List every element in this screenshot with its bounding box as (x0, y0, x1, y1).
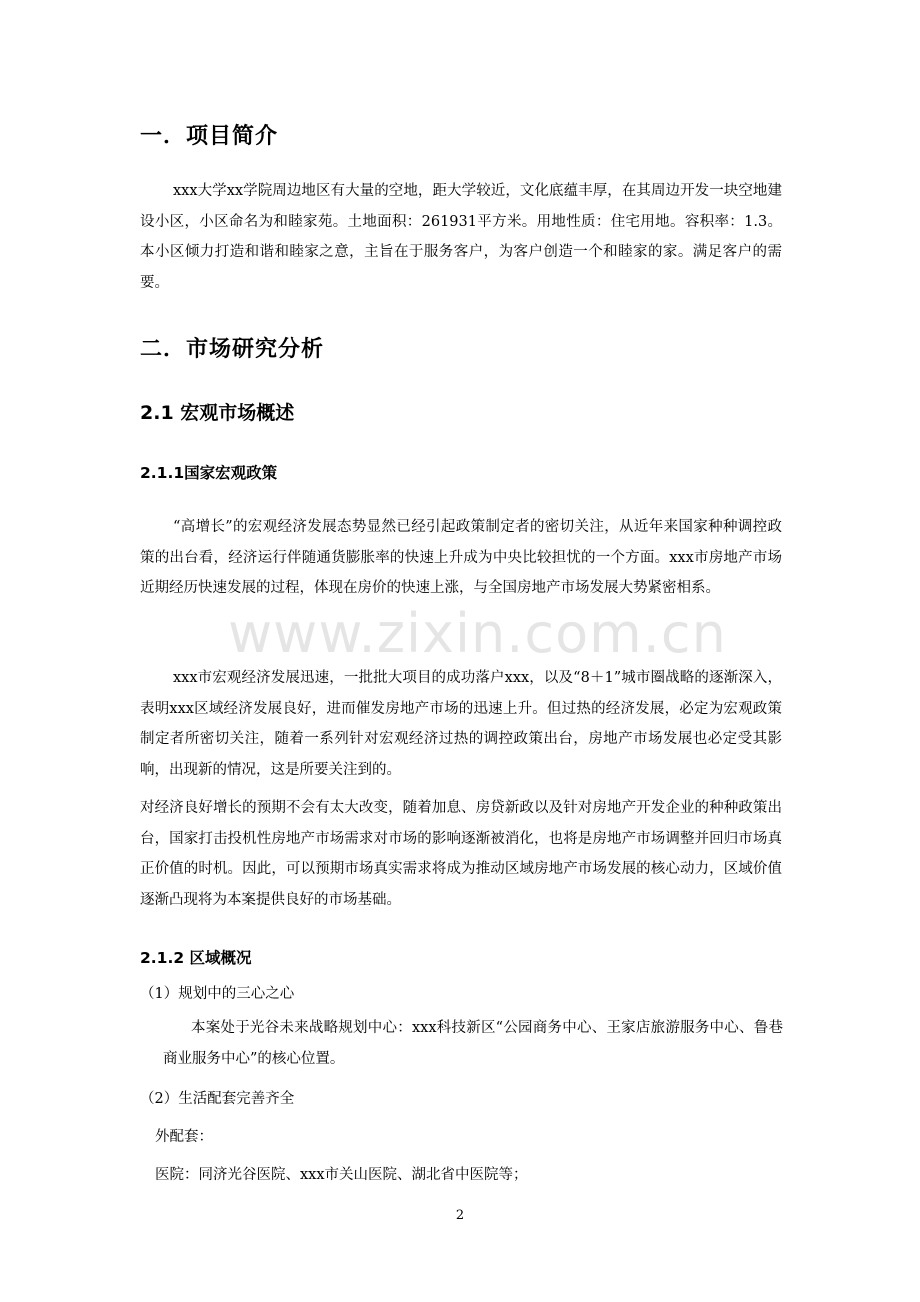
section-title-market-analysis: 二．市场研究分析 (140, 337, 325, 362)
list-item-title-2: （2）生活配套完善齐全 (140, 1091, 295, 1107)
paragraph-national-policy-2: xxx市宏观经济发展迅速，一批批大项目的成功落户xxx，以及“8＋1”城市圈战略的逐渐深入，表明xxx区域经济发展良好，进而催发房地产市场的迅速上升。但过热的经济发展，必定为宏观政策制定者所密切关注，随着一系列针对宏观经济过热的调控政策出台，房地产市场发展也必定受其影响，出现新的情况，这是所要关注到的。 (140, 670, 782, 778)
list-item-title-1: （1）规划中的三心之心 (140, 986, 295, 1002)
line-hospitals: 医院：同济光谷医院、xxx市关山医院、湖北省中医院等； (155, 1167, 528, 1183)
paragraph-national-policy-1: “高增长”的宏观经济发展态势显然已经引起政策制定者的密切关注，从近年来国家种种调控政策的出台看，经济运行伴随通货膨胀率的快速上升成为中央比较担忧的一个方面。xxx市房地产市场近期经历快速发展的过程，体现在房价的快速上涨，与全国房地产市场发展大势紧密相系。 (140, 519, 782, 596)
watermark: www.zixin.com.cn (228, 602, 727, 665)
subsubsection-title-region-overview: 2.1.2 区域概况 (140, 949, 252, 967)
sub-heading-external-facilities: 外配套： (155, 1129, 213, 1145)
subsection-title-macro-market: 2.1 宏观市场概述 (140, 402, 295, 424)
page-number: 2 (455, 1208, 465, 1223)
section-title-project-intro: 一．项目简介 (140, 124, 279, 149)
paragraph-planning-center: 本案处于光谷未来战略规划中心：xxx科技新区“公园商务中心、王家店旅游服务中心、鲁巷商业服务中心”的核心位置。 (163, 1020, 783, 1067)
paragraph-national-policy-3: 对经济良好增长的预期不会有太大改变，随着加息、房贷新政以及针对房地产开发企业的种种政策出台，国家打击投机性房地产市场需求对市场的影响逐渐被消化，也将是房地产市场调整并回归市场真正价值的时机。因此，可以预期市场真实需求将成为推动区域房地产市场发展的核心动力，区域价值逐渐凸现将为本案提供良好的市场基础。 (140, 800, 782, 908)
subsubsection-title-national-policy: 2.1.1国家宏观政策 (140, 464, 278, 482)
paragraph-project-intro: xxx大学xx学院周边地区有大量的空地，距大学较近，文化底蕴丰厚，在其周边开发一块空地建设小区，小区命名为和睦家苑。土地面积：261931平方米。用地性质：住宅用地。容积率：1.3。本小区倾力打造和谐和睦家之意，主旨在于服务客户，为客户创造一个和睦家的家。满足客户的需要。 (140, 183, 782, 291)
